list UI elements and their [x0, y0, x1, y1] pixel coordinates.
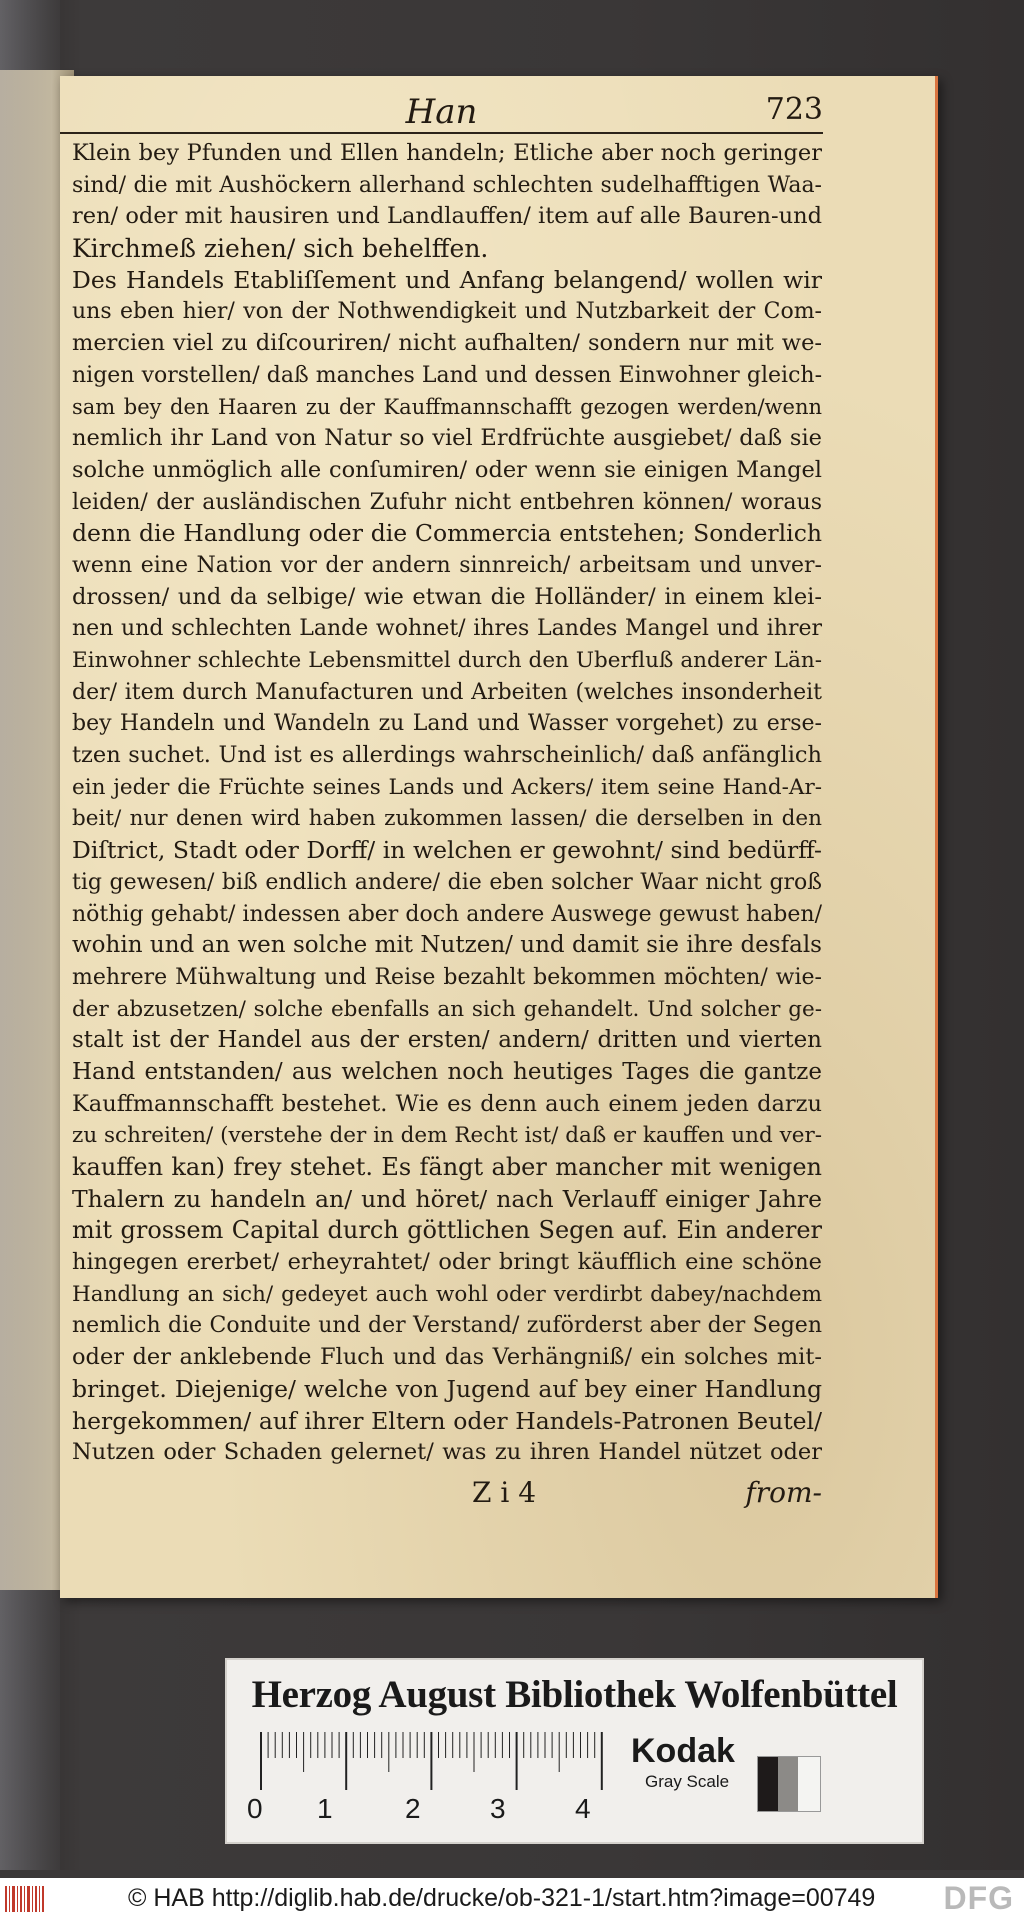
running-head: Han	[405, 92, 478, 132]
text-line: hergekommen/ auf ihrer Eltern oder Handels-Patronen Beutel/	[72, 1406, 822, 1435]
page-header	[60, 88, 823, 134]
page-number: 723	[765, 92, 823, 127]
scan-left-strip	[0, 0, 60, 1870]
ruler-numbers	[247, 1793, 627, 1833]
text-line: sind/ die mit Aushöckern allerhand schlechten sudelhafftigen Waa-	[72, 172, 822, 198]
page-footer-line	[72, 1476, 822, 1510]
text-line: Kirchmeß ziehen/ sich behelffen.	[72, 234, 489, 264]
text-line: Thalern zu handeln an/ und höret/ nach Verlauff einiger Jahre	[72, 1184, 822, 1213]
kodak-subtitle: Gray Scale	[645, 1772, 730, 1791]
text-line: tig gewesen/ biß endlich andere/ die eben solcher Waar nicht groß	[72, 869, 822, 895]
text-line: nen und schlechten Lande wohnet/ ihres Landes Mangel und ihrer	[72, 616, 822, 642]
text-line: Diſtrict, Stadt oder Dorff/ in welchen er gewohnt/ sind bedürff-	[72, 836, 822, 865]
text-line: wenn eine Nation vor der andern sinnreich/ arbeitsam und unver-	[72, 552, 822, 578]
measurement-ruler-icon	[255, 1732, 605, 1802]
text-line: nöthig gehabt/ indessen aber doch andere Auswege gewust haben/	[72, 901, 822, 927]
ruler-number: 3	[490, 1793, 506, 1824]
text-line: Kauffmannschafft bestehet. Wie es denn auch einem jeden darzu	[72, 1090, 822, 1117]
text-line: leiden/ der ausländischen Zufuhr nicht entbehren können/ woraus	[72, 489, 822, 515]
text-line: uns eben hier/ von der Nothwendigkeit und Nutzbarkeit der Com-	[72, 299, 822, 325]
text-line: kauffen kan) frey stehet. Es fängt aber mancher mit wenigen	[72, 1153, 822, 1181]
text-line: der/ item durch Manufacturen und Arbeiten (welches insonderheit	[72, 679, 822, 705]
text-line: zu schreiten/ (verstehe der in dem Recht ist/ daß er kauffen und ver-	[72, 1123, 822, 1149]
text-line: sam bey den Haaren zu der Kauffmannschafft gezogen werden/wenn	[72, 394, 822, 419]
footer-bar	[0, 1878, 1024, 1919]
text-line: mit grossem Capital durch göttlichen Segen auf. Ein anderer	[72, 1216, 822, 1245]
kodak-brand: Kodak	[631, 1732, 735, 1770]
barcode-icon	[5, 1886, 45, 1912]
text-line: oder der anklebende Fluch und das Verhängniß/ ein solches mit-	[72, 1344, 822, 1371]
signature-mark: Z i 4	[472, 1476, 537, 1509]
text-line: Hand entstanden/ aus welchen noch heutiges Tages die gantze	[72, 1058, 822, 1085]
text-line: mercien viel zu diſcouriren/ nicht aufhalten/ sondern nur mit we-	[72, 330, 822, 357]
library-label-card	[225, 1658, 924, 1844]
text-line: ren/ oder mit hausiren und Landlauffen/ item auf alle Bauren-und	[72, 203, 822, 230]
text-line: Nutzen oder Schaden gelernet/ was zu ihren Handel nützet oder	[72, 1439, 822, 1466]
text-line: solche unmöglich alle conſumiren/ oder wenn sie einigen Mangel	[72, 456, 822, 483]
gray-scale-patch-icon	[757, 1756, 821, 1812]
text-line: nemlich die Conduite und der Verstand/ zuförderst aber der Segen	[72, 1313, 822, 1339]
text-line: wohin und an wen solche mit Nutzen/ und damit sie ihre desfals	[72, 932, 822, 959]
body-text	[72, 138, 822, 1469]
text-line: stalt ist der Handel aus der ersten/ andern/ dritten und vierten	[72, 1027, 822, 1054]
text-line: bey Handeln und Wandeln zu Land und Wasser vorgehet) zu erse-	[72, 711, 822, 737]
copyright-url-text: © HAB http://diglib.hab.de/drucke/ob-321-1/start.htm?image=00749	[128, 1884, 876, 1912]
text-line: ein jeder die Früchte seines Lands und Ackers/ item seine Hand-Ar-	[72, 774, 822, 800]
dfg-logo: DFG	[943, 1880, 1014, 1916]
text-line: Des Handels Etabliſſement und Anfang belangend/ wollen wir	[72, 265, 822, 294]
text-line: drossen/ und da selbige/ wie etwan die Holländer/ in einem klei-	[72, 583, 822, 610]
catchword: from-	[745, 1476, 822, 1509]
ruler-number: 1	[317, 1793, 333, 1824]
text-line: Einwohner schlechte Lebensmittel durch den Uberfluß anderer Län-	[72, 648, 822, 673]
text-line: denn die Handlung oder die Commercia entstehen; Sonderlich	[72, 519, 822, 548]
text-line: tzen suchet. Und ist es allerdings wahrscheinlich/ daß anfänglich	[72, 742, 822, 769]
text-line: Klein bey Pfunden und Ellen handeln; Etliche aber noch geringer	[72, 140, 822, 166]
text-line: hingegen ererbet/ erheyrahtet/ oder bringt käufflich eine schöne	[72, 1249, 822, 1276]
ruler-number: 2	[405, 1793, 421, 1824]
text-line: beit/ nur denen wird haben zukommen lassen/ die derselben in den	[72, 806, 822, 832]
text-line: nigen vorstellen/ daß manches Land und dessen Einwohner gleich-	[72, 362, 822, 388]
text-line: Handlung an sich/ gedeyet auch wohl oder verdirbt dabey/nachdem	[72, 1281, 822, 1307]
text-line: bringet. Diejenige/ welche von Jugend auf bey einer Handlung	[72, 1374, 822, 1403]
text-line: mehrere Mühwaltung und Reise bezahlt bekommen möchten/ wie-	[72, 964, 822, 990]
library-name: Herzog August Bibliothek Wolfenbüttel	[251, 1673, 898, 1716]
ruler-number: 0	[247, 1793, 263, 1824]
text-line: nemlich ihr Land von Natur so viel Erdfrüchte ausgiebet/ daß sie	[72, 425, 822, 452]
ruler-number: 4	[575, 1793, 591, 1824]
text-line: der abzusetzen/ solche ebenfalls an sich gehandelt. Und solcher ge-	[72, 996, 822, 1022]
